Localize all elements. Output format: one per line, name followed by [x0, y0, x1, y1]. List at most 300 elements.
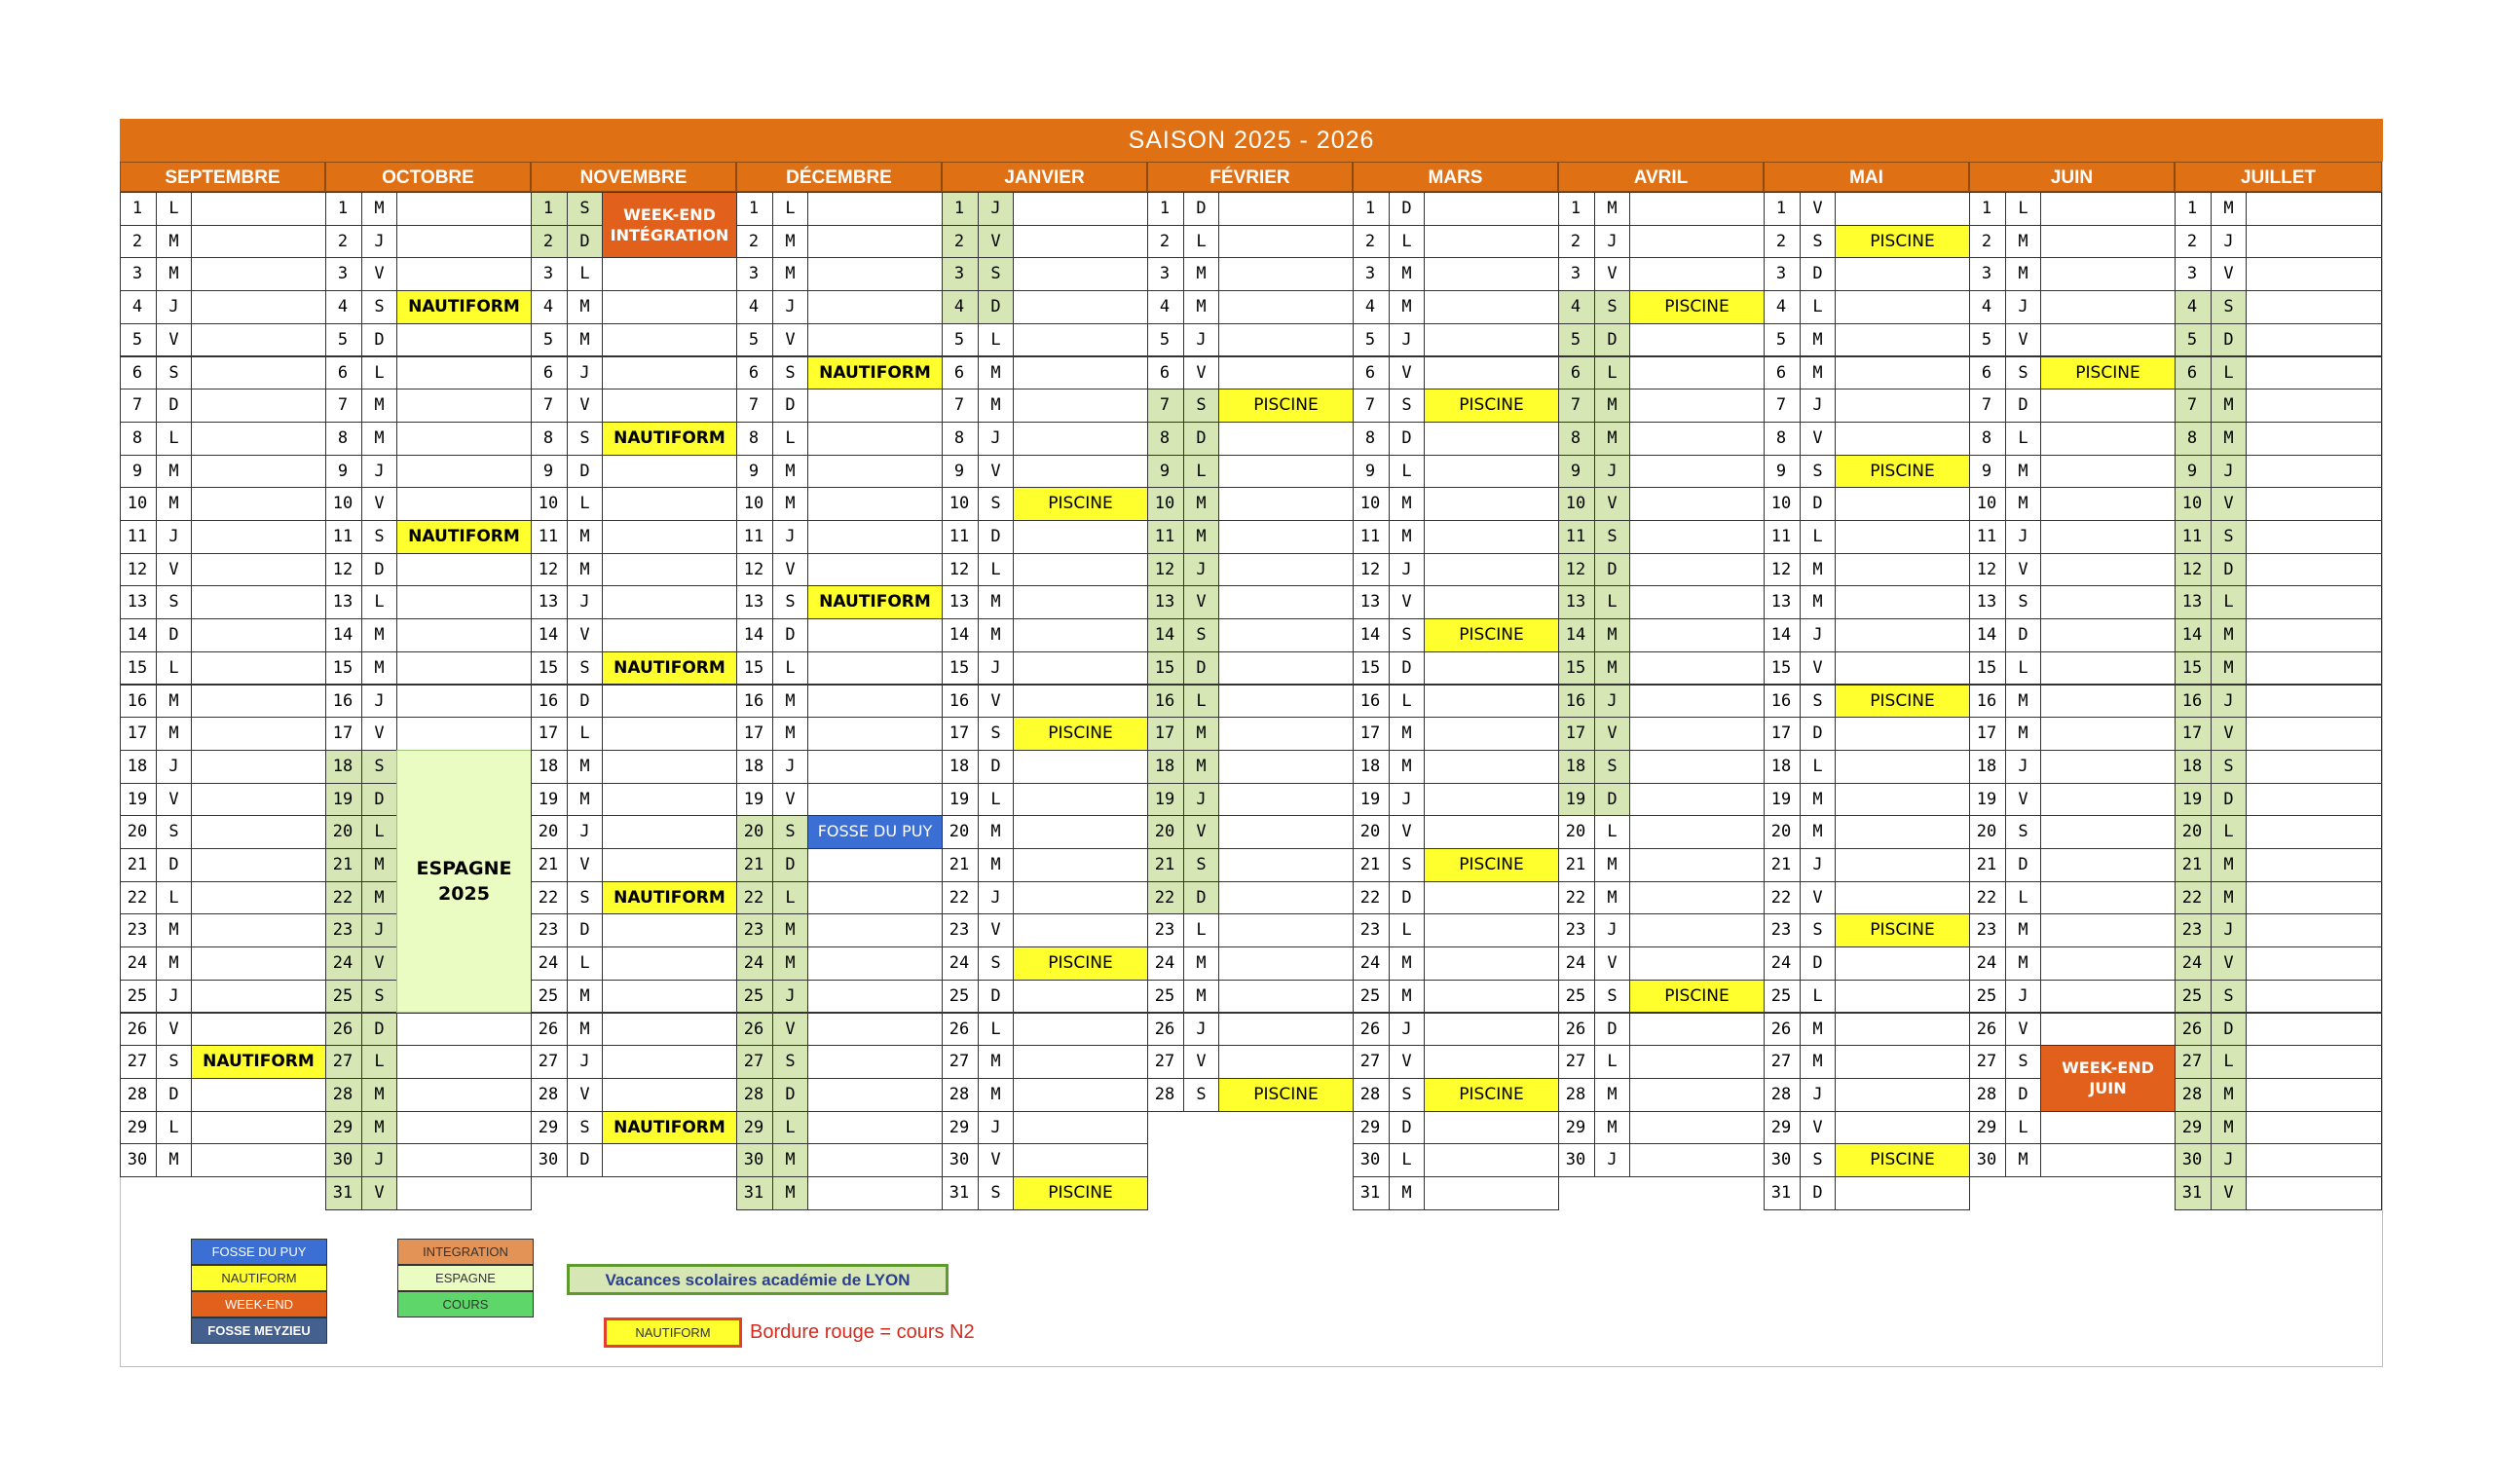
weekday-letter: V [156, 323, 192, 357]
weekday-letter: V [2211, 487, 2247, 521]
day-number: 8 [1147, 422, 1184, 456]
day-number: 2 [1969, 225, 2006, 259]
day-number: 9 [120, 455, 157, 489]
day-number: 26 [942, 1013, 979, 1047]
day-number: 22 [2175, 881, 2212, 915]
day-number: 24 [120, 946, 157, 981]
day-number: 5 [1147, 323, 1184, 357]
day-number: 17 [2175, 717, 2212, 751]
weekday-letter: M [1594, 1078, 1630, 1112]
event-cell [1218, 980, 1354, 1014]
weekday-letter: D [567, 1143, 603, 1177]
day-number: 21 [2175, 848, 2212, 882]
weekday-letter: V [978, 225, 1014, 259]
event-cell [2040, 585, 2176, 619]
weekday-letter: V [1800, 422, 1836, 456]
event-cell [1835, 651, 1970, 686]
day-number: 16 [1353, 685, 1390, 719]
day-number: 15 [1147, 651, 1184, 686]
weekday-letter: S [978, 487, 1014, 521]
event-cell [2246, 356, 2382, 390]
event-cell [807, 455, 943, 489]
weekday-letter: L [567, 257, 603, 291]
day-number: 1 [736, 192, 773, 226]
day-number: 2 [942, 225, 979, 259]
event-cell [602, 585, 737, 619]
weekday-letter: J [772, 750, 808, 784]
weekday-letter: L [2211, 815, 2247, 849]
day-number: 19 [1969, 783, 2006, 817]
event-cell [396, 356, 532, 390]
weekday-letter: J [156, 290, 192, 324]
weekday-letter: J [1183, 1013, 1219, 1047]
event-cell [1218, 585, 1354, 619]
legend-integration: INTEGRATION [397, 1239, 534, 1265]
weekday-letter: V [2005, 783, 2041, 817]
day-number: 10 [1353, 487, 1390, 521]
weekday-letter: J [978, 422, 1014, 456]
weekday-letter: S [2005, 585, 2041, 619]
event-cell [1629, 389, 1765, 423]
event-cell [1835, 290, 1970, 324]
event-piscine: PISCINE [1424, 848, 1559, 882]
day-number: 19 [736, 783, 773, 817]
event-cell [602, 1045, 737, 1079]
event-piscine: PISCINE [1013, 946, 1148, 981]
event-cell [1629, 520, 1765, 554]
day-number: 27 [325, 1045, 362, 1079]
event-cell [1424, 290, 1559, 324]
weekday-letter: D [1389, 651, 1425, 686]
weekday-letter: L [361, 1045, 397, 1079]
weekday-letter: M [772, 455, 808, 489]
day-number: 2 [120, 225, 157, 259]
day-number: 21 [942, 848, 979, 882]
day-number: 14 [1353, 618, 1390, 652]
weekday-letter: M [772, 225, 808, 259]
event-cell [1629, 192, 1765, 226]
weekday-letter: M [156, 487, 192, 521]
weekday-letter: L [1800, 980, 1836, 1014]
weekday-letter: V [156, 553, 192, 587]
day-number: 14 [325, 618, 362, 652]
day-number: 4 [1147, 290, 1184, 324]
day-number: 30 [942, 1143, 979, 1177]
day-number: 11 [1969, 520, 2006, 554]
day-number: 9 [1764, 455, 1801, 489]
weekday-letter: S [1594, 290, 1630, 324]
day-number: 29 [1969, 1111, 2006, 1145]
event-cell [1835, 389, 1970, 423]
event-cell [1424, 323, 1559, 357]
weekday-letter: L [1389, 1143, 1425, 1177]
month-header: AVRIL [1558, 162, 1764, 192]
weekday-letter: L [2211, 1045, 2247, 1079]
event-cell [396, 455, 532, 489]
event-cell [807, 389, 943, 423]
event-cell [1629, 422, 1765, 456]
weekday-letter: V [978, 455, 1014, 489]
day-number: 20 [2175, 815, 2212, 849]
day-number: 9 [325, 455, 362, 489]
day-number: 14 [736, 618, 773, 652]
day-number: 1 [942, 192, 979, 226]
event-cell [2246, 323, 2382, 357]
day-number: 17 [531, 717, 568, 751]
day-number: 29 [325, 1111, 362, 1145]
event-cell [1835, 422, 1970, 456]
day-number: 5 [1353, 323, 1390, 357]
weekday-letter: M [361, 651, 397, 686]
event-cell [2246, 520, 2382, 554]
weekday-letter: V [1594, 487, 1630, 521]
weekday-letter: D [2005, 1078, 2041, 1112]
weekday-letter: S [2005, 815, 2041, 849]
weekday-letter: S [978, 717, 1014, 751]
day-number: 17 [120, 717, 157, 751]
event-cell [396, 422, 532, 456]
weekday-letter: J [1389, 783, 1425, 817]
day-number: 27 [736, 1045, 773, 1079]
day-number: 18 [1147, 750, 1184, 784]
day-number: 27 [2175, 1045, 2212, 1079]
weekday-letter: J [1183, 323, 1219, 357]
weekday-letter: D [772, 389, 808, 423]
weekday-letter: V [978, 685, 1014, 719]
day-number: 6 [942, 356, 979, 390]
day-number: 7 [1969, 389, 2006, 423]
weekday-letter: D [156, 618, 192, 652]
weekday-letter: V [2211, 1176, 2247, 1210]
day-number: 10 [1764, 487, 1801, 521]
day-number: 25 [531, 980, 568, 1014]
weekday-letter: M [567, 750, 603, 784]
event-cell [1218, 913, 1354, 947]
weekday-letter: D [2005, 389, 2041, 423]
weekday-letter: M [1389, 520, 1425, 554]
weekday-letter: J [361, 225, 397, 259]
event-cell [2040, 980, 2176, 1014]
event-cell [1629, 455, 1765, 489]
event-cell [2246, 290, 2382, 324]
event-cell [1218, 946, 1354, 981]
event-cell [1218, 356, 1354, 390]
event-cell [1218, 192, 1354, 226]
event-cell [1629, 1078, 1765, 1112]
day-number: 22 [1969, 881, 2006, 915]
weekday-letter: M [361, 389, 397, 423]
day-number: 30 [1764, 1143, 1801, 1177]
weekday-letter: L [1594, 815, 1630, 849]
day-number: 19 [1353, 783, 1390, 817]
day-number: 21 [1353, 848, 1390, 882]
weekday-letter: D [1389, 422, 1425, 456]
day-number: 5 [942, 323, 979, 357]
weekday-letter: M [1183, 980, 1219, 1014]
weekday-letter: J [1183, 553, 1219, 587]
event-cell [396, 257, 532, 291]
day-number: 6 [1147, 356, 1184, 390]
day-number: 26 [1558, 1013, 1595, 1047]
event-cell [1424, 1045, 1559, 1079]
weekday-letter: V [1800, 881, 1836, 915]
event-cell [1218, 553, 1354, 587]
weekday-letter: M [2005, 717, 2041, 751]
event-cell [2040, 323, 2176, 357]
day-number: 15 [325, 651, 362, 686]
event-cell [2040, 946, 2176, 981]
event-cell [1218, 815, 1354, 849]
event-cell [191, 881, 326, 915]
event-cell [2040, 1111, 2176, 1145]
day-number: 7 [120, 389, 157, 423]
event-cell [1013, 750, 1148, 784]
weekday-letter: D [978, 290, 1014, 324]
weekday-letter: L [978, 1013, 1014, 1047]
event-piscine: PISCINE [1013, 1176, 1148, 1210]
event-cell [1629, 487, 1765, 521]
day-number: 1 [1353, 192, 1390, 226]
event-cell [602, 946, 737, 981]
day-number: 2 [1764, 225, 1801, 259]
day-number: 3 [1764, 257, 1801, 291]
day-number: 22 [1147, 881, 1184, 915]
day-number: 28 [1147, 1078, 1184, 1112]
weekday-letter: V [2211, 717, 2247, 751]
day-number: 2 [1147, 225, 1184, 259]
day-number: 24 [1353, 946, 1390, 981]
event-cell [2246, 651, 2382, 686]
weekday-letter: L [772, 881, 808, 915]
event-cell [396, 1078, 532, 1112]
weekday-letter: M [156, 455, 192, 489]
event-cell [807, 913, 943, 947]
legend-vacances-scolaires: Vacances scolaires académie de LYON [567, 1264, 949, 1295]
weekday-letter: M [2005, 487, 2041, 521]
day-number: 7 [942, 389, 979, 423]
event-cell [1013, 585, 1148, 619]
event-cell [602, 848, 737, 882]
month-header: JUIN [1969, 162, 2175, 192]
weekday-letter: L [567, 487, 603, 521]
day-number: 10 [942, 487, 979, 521]
event-cell [1218, 717, 1354, 751]
day-number: 26 [736, 1013, 773, 1047]
weekday-letter: L [2211, 585, 2247, 619]
legend-week-end: WEEK-END [191, 1291, 327, 1317]
weekday-letter: J [978, 1111, 1014, 1145]
day-number: 2 [1558, 225, 1595, 259]
weekday-letter: M [1800, 323, 1836, 357]
event-cell [2040, 848, 2176, 882]
day-number: 19 [2175, 783, 2212, 817]
weekday-letter: L [1389, 913, 1425, 947]
weekday-letter: D [2211, 323, 2247, 357]
month-header: SEPTEMBRE [120, 162, 325, 192]
event-cell [807, 422, 943, 456]
weekday-letter: D [2005, 618, 2041, 652]
event-cell [191, 455, 326, 489]
day-number: 31 [942, 1176, 979, 1210]
weekday-letter: V [1800, 192, 1836, 226]
event-cell [2246, 618, 2382, 652]
event-cell [2040, 257, 2176, 291]
weekday-letter: L [1183, 685, 1219, 719]
day-number: 9 [1147, 455, 1184, 489]
event-piscine: PISCINE [1424, 389, 1559, 423]
weekday-letter: M [156, 946, 192, 981]
weekday-letter: L [567, 946, 603, 981]
event-cell [1218, 651, 1354, 686]
event-cell [1013, 651, 1148, 686]
weekday-letter: J [156, 980, 192, 1014]
weekday-letter: J [2211, 1143, 2247, 1177]
event-cell [1218, 1013, 1354, 1047]
weekday-letter: S [567, 651, 603, 686]
event-cell [191, 980, 326, 1014]
weekday-letter: S [361, 980, 397, 1014]
event-cell [2246, 980, 2382, 1014]
day-number: 28 [1764, 1078, 1801, 1112]
event-cell [807, 1078, 943, 1112]
weekday-letter: L [1389, 455, 1425, 489]
event-cell [2040, 881, 2176, 915]
event-cell [1013, 225, 1148, 259]
weekday-letter: J [1594, 225, 1630, 259]
event-cell [191, 323, 326, 357]
day-number: 29 [1558, 1111, 1595, 1145]
day-number: 4 [1969, 290, 2006, 324]
event-cell [396, 225, 532, 259]
day-number: 29 [1764, 1111, 1801, 1145]
event-cell [1835, 881, 1970, 915]
day-number: 13 [1353, 585, 1390, 619]
event-cell [807, 717, 943, 751]
weekday-letter: L [1800, 290, 1836, 324]
weekday-letter: D [567, 225, 603, 259]
weekday-letter: L [978, 323, 1014, 357]
weekday-letter: J [978, 881, 1014, 915]
weekday-letter: S [978, 946, 1014, 981]
day-number: 25 [2175, 980, 2212, 1014]
weekday-letter: M [978, 848, 1014, 882]
month-header: JUILLET [2175, 162, 2382, 192]
weekday-letter: J [361, 455, 397, 489]
event-cell [602, 913, 737, 947]
weekday-letter: S [156, 585, 192, 619]
event-cell [2040, 1143, 2176, 1177]
event-cell [191, 585, 326, 619]
day-number: 25 [736, 980, 773, 1014]
weekday-letter: S [1389, 1078, 1425, 1112]
weekday-letter: M [2211, 192, 2247, 226]
day-number: 9 [1558, 455, 1595, 489]
day-number: 30 [1969, 1143, 2006, 1177]
weekday-letter: J [978, 651, 1014, 686]
event-nautiform: NAUTIFORM [396, 290, 532, 324]
day-number: 30 [2175, 1143, 2212, 1177]
event-cell [1218, 783, 1354, 817]
day-number: 13 [120, 585, 157, 619]
weekday-letter: M [2211, 651, 2247, 686]
event-cell [602, 389, 737, 423]
day-number: 3 [1353, 257, 1390, 291]
event-cell [807, 192, 943, 226]
day-number: 24 [325, 946, 362, 981]
event-cell [1835, 257, 1970, 291]
day-number: 18 [531, 750, 568, 784]
event-cell [1013, 815, 1148, 849]
event-cell [2040, 389, 2176, 423]
event-cell [2040, 422, 2176, 456]
day-number: 23 [1147, 913, 1184, 947]
day-number: 23 [1558, 913, 1595, 947]
weekday-letter: S [156, 815, 192, 849]
weekday-letter: D [361, 783, 397, 817]
event-nautiform: NAUTIFORM [396, 520, 532, 554]
event-cell [1835, 520, 1970, 554]
weekday-letter: M [361, 881, 397, 915]
day-number: 29 [120, 1111, 157, 1145]
weekday-letter: L [2005, 192, 2041, 226]
event-nautiform: NAUTIFORM [602, 1111, 737, 1145]
event-cell [1835, 750, 1970, 784]
weekday-letter: M [978, 389, 1014, 423]
event-cell [2246, 257, 2382, 291]
day-number: 29 [942, 1111, 979, 1145]
day-number: 13 [1764, 585, 1801, 619]
event-cell [1629, 618, 1765, 652]
weekday-letter: J [361, 1143, 397, 1177]
weekday-letter: J [361, 913, 397, 947]
event-cell [191, 356, 326, 390]
weekday-letter: M [1800, 1045, 1836, 1079]
day-number: 27 [120, 1045, 157, 1079]
weekday-letter: D [2211, 783, 2247, 817]
event-cell [1629, 815, 1765, 849]
event-cell [2040, 520, 2176, 554]
day-number: 18 [942, 750, 979, 784]
weekday-letter: J [978, 192, 1014, 226]
weekday-letter: M [772, 913, 808, 947]
day-number: 9 [531, 455, 568, 489]
weekday-letter: J [1389, 553, 1425, 587]
weekday-letter: D [1389, 881, 1425, 915]
weekday-letter: L [1594, 356, 1630, 390]
day-number: 15 [1353, 651, 1390, 686]
event-cell [2246, 422, 2382, 456]
weekday-letter: M [772, 487, 808, 521]
event-cell [1013, 257, 1148, 291]
day-number: 4 [942, 290, 979, 324]
day-number: 12 [736, 553, 773, 587]
day-number: 12 [1353, 553, 1390, 587]
weekday-letter: D [1594, 323, 1630, 357]
event-cell [1629, 356, 1765, 390]
event-cell [396, 1176, 532, 1210]
weekday-letter: D [361, 1013, 397, 1047]
event-cell [191, 750, 326, 784]
day-number: 12 [120, 553, 157, 587]
event-cell [1424, 257, 1559, 291]
event-cell [602, 980, 737, 1014]
event-cell [1218, 487, 1354, 521]
day-number: 25 [942, 980, 979, 1014]
event-piscine: PISCINE [1218, 389, 1354, 423]
day-number: 21 [120, 848, 157, 882]
day-number: 23 [1764, 913, 1801, 947]
weekday-letter: L [2211, 356, 2247, 390]
